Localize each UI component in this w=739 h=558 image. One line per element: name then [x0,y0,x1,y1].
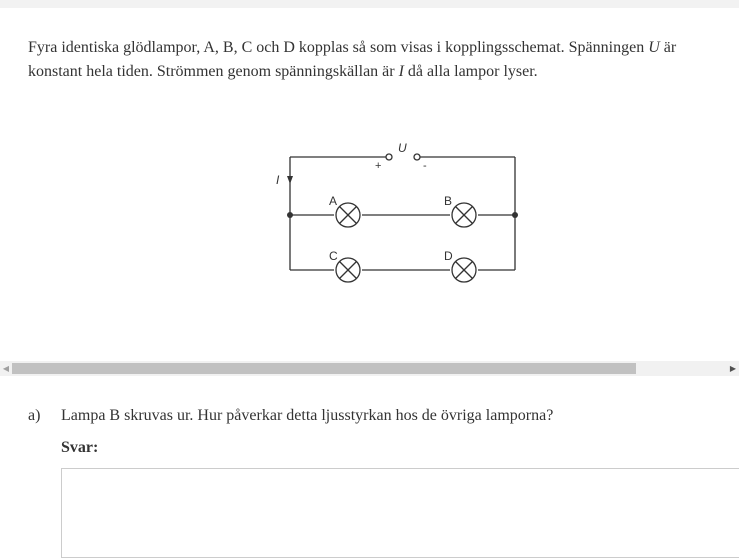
lamp-a-symbol [336,203,360,227]
minus-label: - [423,160,427,172]
current-arrow-icon [287,176,293,184]
scroll-right-arrow-icon[interactable]: ▶ [729,364,737,373]
scroll-left-arrow-icon[interactable]: ◀ [2,364,10,373]
lamp-c-symbol [336,258,360,282]
intro-text-2: är [659,39,677,56]
lamp-d-symbol [452,258,476,282]
circuit-diagram [0,100,739,356]
intro-text-3: konstant hela tiden. Strömmen genom spänningskällan är [28,63,399,80]
intro-line-1 [28,36,739,60]
circuit-diagram-viewport [0,100,739,356]
problem-intro [28,36,739,84]
scrollbar-thumb[interactable] [12,363,636,374]
intro-text-4: då alla lampor lyser. [403,63,538,80]
lamp-b-symbol [452,203,476,227]
current-variable: I [398,63,404,80]
terminal-minus [414,154,420,160]
junction-left [287,212,293,218]
answer-textarea[interactable] [61,468,739,558]
junction-right [512,212,518,218]
terminal-plus [386,154,392,160]
horizontal-scrollbar[interactable] [0,361,739,376]
plus-label: + [375,160,382,172]
voltage-variable: U [648,39,660,56]
lamp-b-label: B [444,194,453,208]
lamp-c-label: C [329,249,338,263]
answer-label: Svar: [61,439,99,456]
intro-text-1: Fyra identiska glödlampor, A, B, C och D kopplas så som visas i kopplingsschemat. Spänningen [28,39,649,56]
question-text: Lampa B skruvas ur. Hur påverkar detta ljusstyrkan hos de övriga lamporna? [61,407,554,424]
voltage-label: U [398,141,407,155]
current-label: I [276,173,280,187]
lamp-d-label: D [444,249,453,263]
top-strip [0,0,739,8]
intro-line-2 [28,60,739,84]
question-label: a) [28,407,41,424]
lamp-a-label: A [329,194,338,208]
